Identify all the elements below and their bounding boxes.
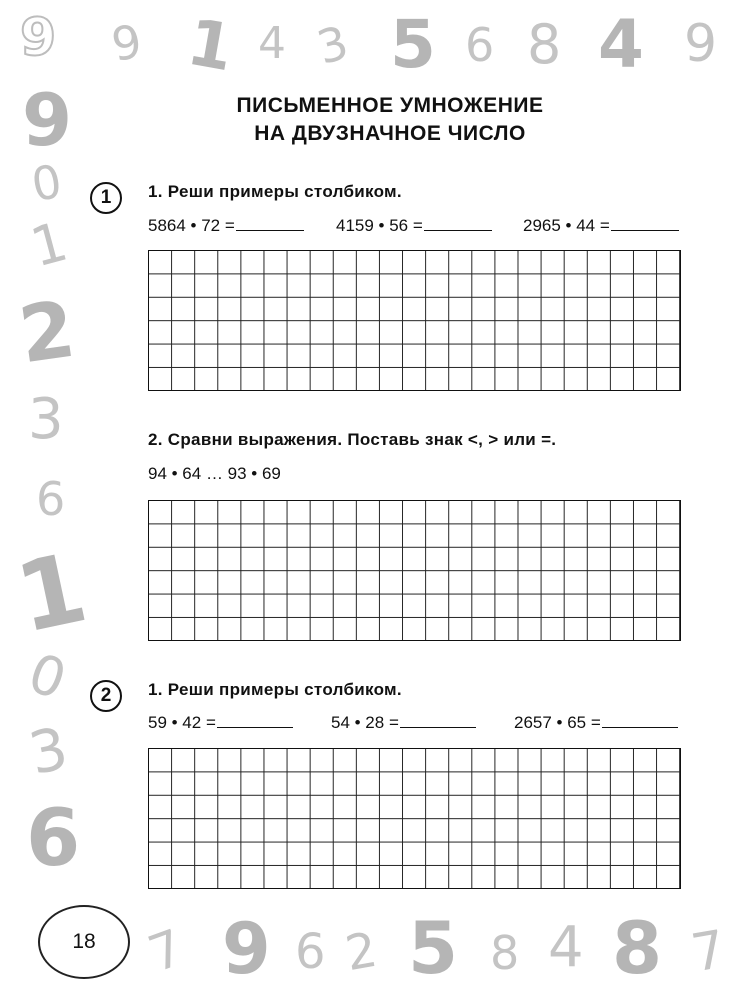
decor-digit: 3 bbox=[23, 713, 74, 789]
example-5-expression: 54 • 28 = bbox=[331, 713, 399, 732]
page-title-line-2: НА ДВУЗНАЧНОЕ ЧИСЛО bbox=[254, 122, 526, 145]
example-3-expression: 2965 • 44 = bbox=[523, 216, 610, 235]
example-1 bbox=[148, 216, 304, 236]
decor-digit: 2 bbox=[341, 921, 382, 983]
decor-digit: 9 bbox=[222, 908, 271, 990]
decor-digit: 1 bbox=[7, 531, 96, 655]
section-2-number: 2 bbox=[90, 680, 122, 712]
decor-digit: 4 bbox=[598, 6, 644, 83]
decor-digit: 7 bbox=[141, 918, 191, 984]
example-2 bbox=[336, 216, 492, 236]
decor-digit: 4 bbox=[258, 18, 286, 69]
decor-digit: 2 bbox=[14, 284, 81, 382]
decor-digit: 8 bbox=[527, 13, 562, 76]
example-1-answer-line[interactable] bbox=[236, 216, 304, 231]
compare-expression: 94 • 64 … 93 • 69 bbox=[148, 464, 281, 483]
decor-digit: 5 bbox=[390, 6, 436, 83]
page-title bbox=[0, 92, 750, 148]
page-title-line-1: ПИСЬМЕННОЕ УМНОЖЕНИЕ bbox=[236, 94, 544, 117]
page-number: 18 bbox=[38, 905, 130, 979]
example-2-answer-line[interactable] bbox=[424, 216, 492, 231]
decor-digit: 6 bbox=[295, 924, 326, 980]
answer-grid-1[interactable] bbox=[148, 250, 681, 391]
example-6 bbox=[514, 713, 678, 733]
decor-digit: 1 bbox=[181, 5, 239, 87]
answer-grid-3[interactable] bbox=[148, 748, 681, 889]
example-5-answer-line[interactable] bbox=[400, 713, 476, 728]
decor-digit: 9 bbox=[684, 14, 718, 74]
decor-digit: 9 bbox=[107, 13, 146, 73]
decor-digit: 7 bbox=[687, 919, 731, 985]
example-5 bbox=[331, 713, 476, 733]
decor-digit: 6 bbox=[465, 18, 495, 72]
section-1-number: 1 bbox=[90, 182, 122, 214]
decor-digit: 8 bbox=[490, 926, 520, 980]
decor-digit: 3 bbox=[28, 387, 64, 452]
example-1-expression: 5864 • 72 = bbox=[148, 216, 235, 235]
example-3-answer-line[interactable] bbox=[611, 216, 679, 231]
decor-digit: 9 bbox=[22, 78, 73, 162]
section-1-task-1-label: 1. Реши примеры столбиком. bbox=[148, 182, 402, 201]
decor-digit: 6 bbox=[36, 472, 66, 526]
example-6-expression: 2657 • 65 = bbox=[514, 713, 601, 732]
example-4-expression: 59 • 42 = bbox=[148, 713, 216, 732]
decor-digit: 3 bbox=[311, 15, 354, 75]
decor-digit: 6 bbox=[26, 794, 81, 884]
decor-digit: 0 bbox=[27, 153, 66, 213]
section-1-task-2-label: 2. Сравни выражения. Поставь знак <, > или =. bbox=[148, 430, 557, 449]
example-4-answer-line[interactable] bbox=[217, 713, 293, 728]
decor-digit: 8 bbox=[612, 906, 663, 990]
example-2-expression: 4159 • 56 = bbox=[336, 216, 423, 235]
example-4 bbox=[148, 713, 293, 733]
decor-digit: 1 bbox=[24, 209, 74, 280]
decor-digit: 0 bbox=[20, 641, 75, 713]
decor-digit: 5 bbox=[408, 906, 459, 990]
example-6-answer-line[interactable] bbox=[602, 713, 678, 728]
decor-digit: 9 bbox=[20, 8, 57, 68]
section-2-task-1-label: 1. Реши примеры столбиком. bbox=[148, 680, 402, 699]
answer-grid-2[interactable] bbox=[148, 500, 681, 641]
decor-digit: 4 bbox=[548, 915, 584, 980]
example-3 bbox=[523, 216, 679, 236]
